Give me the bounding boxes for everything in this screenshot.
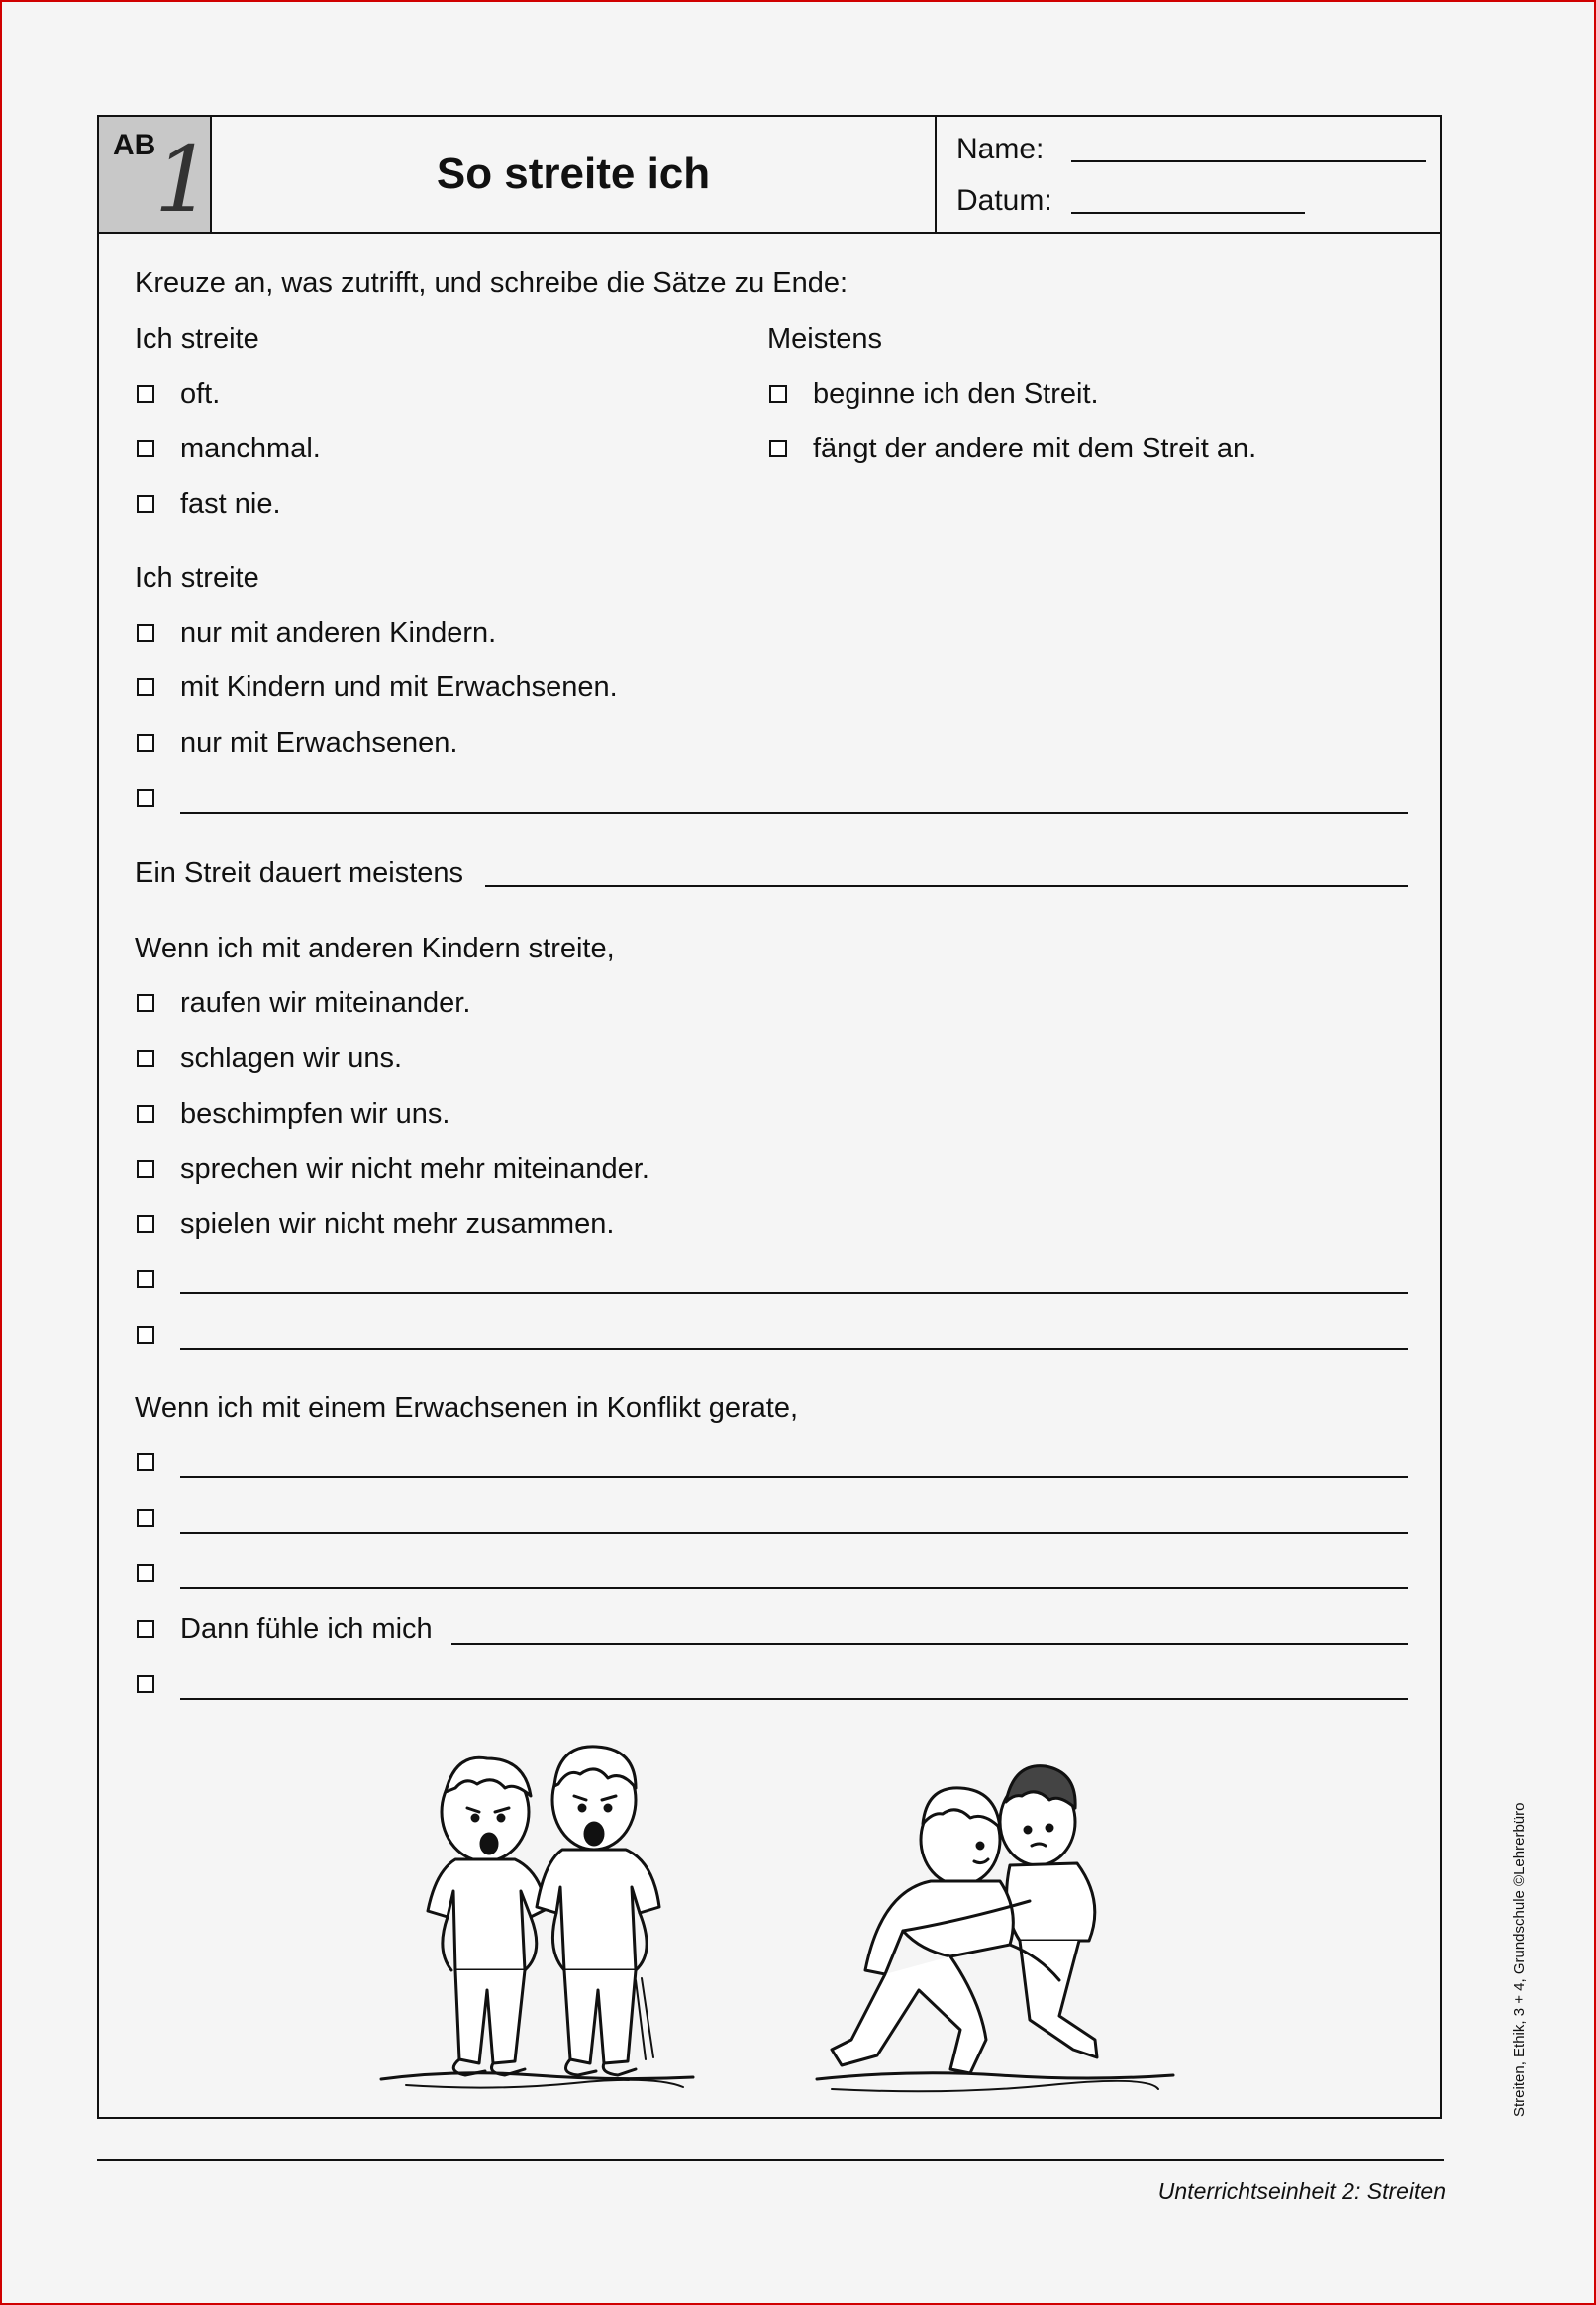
checkbox-oft[interactable] [137, 385, 154, 403]
write-in-line[interactable] [180, 1698, 1408, 1700]
checkbox-fast-nie[interactable] [137, 495, 154, 513]
section1-right-heading: Meistens [767, 323, 883, 354]
date-field[interactable] [1071, 212, 1305, 214]
fighting-boys-illustration [812, 1743, 1178, 2099]
ab-number: 1 [154, 127, 213, 233]
section1-left-heading: Ich streite [135, 323, 259, 354]
checkbox-schlagen[interactable] [137, 1050, 154, 1067]
option-label: beginne ich den Streit. [813, 378, 1099, 410]
write-in-line[interactable] [180, 1292, 1408, 1294]
copyright-note: Streiten, Ethik, 3 + 4, Grundschule ©Lehrerbüro [1511, 1802, 1528, 2117]
write-in-line[interactable] [451, 1643, 1408, 1645]
checkbox-other[interactable] [137, 1675, 154, 1693]
option-label: schlagen wir uns. [180, 1043, 403, 1074]
checkbox-other[interactable] [137, 1453, 154, 1471]
write-in-line[interactable] [180, 1348, 1408, 1350]
checkbox-other[interactable] [137, 1270, 154, 1288]
checkbox-spielen-nicht[interactable] [137, 1215, 154, 1233]
option-label: beschimpfen wir uns. [180, 1098, 450, 1130]
checkbox-feeling[interactable] [137, 1620, 154, 1638]
option-label: oft. [180, 378, 221, 410]
checkbox-beschimpfen[interactable] [137, 1105, 154, 1123]
checkbox-nur-kinder[interactable] [137, 624, 154, 642]
option-label: raufen wir miteinander. [180, 987, 471, 1019]
option-label: sprechen wir nicht mehr miteinander. [180, 1153, 649, 1185]
checkbox-raufen[interactable] [137, 994, 154, 1012]
option-label: nur mit Erwachsenen. [180, 727, 458, 758]
name-date-box [935, 117, 1440, 232]
checkbox-sprechen-nicht[interactable] [137, 1160, 154, 1178]
ab-label: AB [113, 129, 156, 161]
write-in-line[interactable] [180, 1587, 1408, 1589]
checkbox-beginne[interactable] [769, 385, 787, 403]
footer-rule [97, 2159, 1444, 2161]
feeling-prompt: Dann fühle ich mich [180, 1613, 433, 1645]
instruction-text: Kreuze an, was zutrifft, und schreibe die Sätze zu Ende: [135, 267, 848, 299]
checkbox-other[interactable] [137, 1509, 154, 1527]
checkbox-other[interactable] [137, 789, 154, 807]
footer-unit: Unterrichtseinheit 2: Streiten [1157, 2178, 1446, 2204]
option-label: mit Kindern und mit Erwachsenen. [180, 671, 618, 703]
date-label: Datum: [956, 184, 1052, 217]
option-label: fängt der andere mit dem Streit an. [813, 433, 1257, 464]
checkbox-nur-erwachsene[interactable] [137, 734, 154, 752]
option-label: nur mit anderen Kindern. [180, 617, 497, 649]
name-field[interactable] [1071, 160, 1426, 162]
write-in-line[interactable] [485, 885, 1408, 887]
duration-prompt: Ein Streit dauert meistens [135, 857, 464, 889]
checkbox-manchmal[interactable] [137, 440, 154, 457]
page-title: So streite ich [436, 150, 711, 198]
arguing-boys-illustration [376, 1723, 703, 2103]
checkbox-other[interactable] [137, 1326, 154, 1344]
name-label: Name: [956, 133, 1045, 165]
option-label: spielen wir nicht mehr zusammen. [180, 1208, 615, 1240]
write-in-line[interactable] [180, 1532, 1408, 1534]
checkbox-other[interactable] [137, 1564, 154, 1582]
checkbox-kinder-erwachsene[interactable] [137, 678, 154, 696]
write-in-line[interactable] [180, 1476, 1408, 1478]
worksheet-header [99, 117, 1440, 234]
option-label: fast nie. [180, 488, 281, 520]
write-in-line[interactable] [180, 812, 1408, 814]
section4-heading: Wenn ich mit einem Erwachsenen in Konflikt gerate, [135, 1392, 799, 1424]
ab-badge [99, 117, 212, 232]
checkbox-faengt-an[interactable] [769, 440, 787, 457]
section2-heading: Ich streite [135, 562, 259, 594]
option-label: manchmal. [180, 433, 321, 464]
section3-heading: Wenn ich mit anderen Kindern streite, [135, 933, 615, 964]
